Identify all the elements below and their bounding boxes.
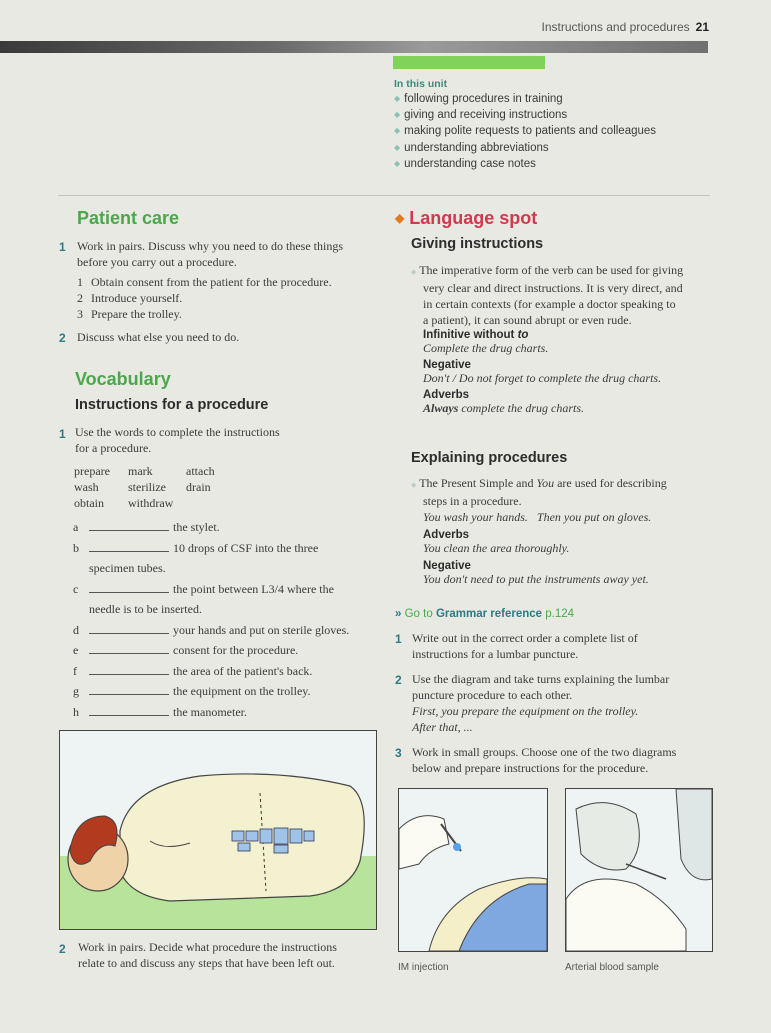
word: prepare — [74, 464, 110, 478]
item-text: the point between L3/4 where the — [173, 581, 334, 596]
item-text: the stylet. — [173, 520, 220, 534]
bullet-icon — [411, 263, 416, 277]
text-line: Use the words to complete the instructions — [75, 425, 280, 439]
text-line: Use the diagram and take turns explaining the lumbar — [412, 672, 670, 686]
word: wash — [74, 480, 99, 494]
item-number: 3 — [77, 307, 83, 321]
text-line: Work in small groups. Choose one of the two diagrams — [412, 745, 677, 759]
patient-care-heading: Patient care — [77, 208, 180, 228]
page-number: 21 — [695, 20, 709, 34]
item-letter: e — [73, 643, 79, 657]
unit-item: ◆ making polite requests to patients and colleagues — [394, 123, 656, 139]
exercise-number: 2 — [59, 942, 66, 956]
explaining-text — [411, 475, 731, 525]
text-line: steps in a procedure. — [423, 494, 522, 508]
vocabulary-subheading: Instructions for a procedure — [75, 397, 269, 413]
text-line: instructions for a lumbar puncture. — [412, 647, 579, 661]
im-injection-figure — [398, 788, 548, 952]
answer-blank[interactable] — [89, 541, 169, 552]
adverb-bold: Always — [423, 401, 459, 415]
text-line: puncture procedure to each other. — [412, 688, 573, 702]
text-line: before you carry out a procedure. — [77, 255, 237, 269]
top-decorative-bar — [0, 41, 708, 53]
word: sterilize — [128, 480, 166, 494]
patient-care-ex2-text: Discuss what else you need to do. — [77, 330, 240, 344]
example: After that, ... — [412, 720, 473, 734]
infinitive-label — [423, 329, 661, 341]
text-line — [411, 475, 731, 493]
label-italic: to — [517, 329, 529, 341]
example: You wash your hands. — [423, 510, 528, 524]
word-row — [73, 495, 215, 511]
item-text: the area of the patient's back. — [173, 663, 313, 678]
language-ex2-text — [412, 671, 669, 735]
word: withdraw — [128, 496, 174, 510]
vocabulary-heading: Vocabulary — [75, 369, 171, 389]
exercise-number: 1 — [59, 427, 66, 441]
label-text: Infinitive without — [423, 329, 515, 341]
adverbs-label: Adverbs — [423, 529, 470, 541]
item-text: the manometer. — [173, 704, 247, 719]
gap-fill-item — [73, 661, 383, 682]
infinitive-block — [423, 329, 661, 416]
goto-link[interactable]: Grammar reference — [435, 608, 543, 620]
text-line: Work in pairs. Decide what procedure the instructions — [78, 940, 337, 954]
item-text: your hands and put on sterile gloves. — [173, 622, 350, 637]
example: Complete the drug charts. — [423, 341, 549, 355]
double-chevron-icon: » — [395, 608, 402, 620]
im-injection-caption: IM injection — [398, 962, 449, 973]
explaining-procedures-heading: Explaining procedures — [411, 450, 568, 466]
text-line: for a procedure. — [75, 441, 152, 455]
text-line: Work in pairs. Discuss why you need to do these things — [77, 239, 344, 253]
exercise-number: 1 — [395, 632, 402, 646]
in-this-unit-list — [394, 91, 656, 172]
item-text: Obtain consent from the patient for the procedure. — [91, 275, 332, 289]
grammar-reference-link[interactable] — [395, 606, 574, 622]
patient-care-ex1-text — [77, 238, 343, 270]
list-item — [77, 306, 332, 322]
bullet-icon — [411, 476, 416, 490]
patient-back-illustration — [60, 731, 376, 929]
im-injection-illustration — [399, 789, 547, 951]
unit-item: ◆ understanding case notes — [394, 156, 656, 172]
exercise-number: 3 — [395, 746, 402, 760]
text-line: very clear and direct instructions. It is very direct, and — [423, 281, 683, 295]
unit-item: ◆ understanding abbreviations — [394, 140, 656, 156]
answer-blank[interactable] — [89, 664, 169, 675]
gap-fill-item — [73, 579, 383, 600]
language-ex1-text — [412, 630, 638, 662]
negative-label: Negative — [423, 560, 471, 572]
example: Then you put on gloves. — [536, 510, 652, 524]
answer-blank[interactable] — [89, 684, 169, 695]
word: drain — [186, 480, 211, 494]
goto-text: Go to — [404, 608, 433, 620]
language-spot-title: Language spot — [409, 208, 538, 228]
exercise-number: 2 — [59, 331, 66, 345]
exercise-number: 2 — [395, 673, 402, 687]
example: First, you prepare the equipment on the trolley. — [412, 704, 639, 718]
lumbar-puncture-figure — [59, 730, 377, 930]
item-letter: f — [73, 663, 77, 678]
running-header — [542, 20, 709, 34]
item-text: the equipment on the trolley. — [173, 684, 311, 698]
word-box — [73, 463, 215, 511]
word-row — [73, 479, 215, 495]
answer-blank[interactable] — [89, 582, 169, 593]
text-line: relate to and discuss any steps that have been left out. — [78, 956, 335, 970]
answer-blank[interactable] — [89, 623, 169, 634]
arterial-blood-figure — [565, 788, 713, 952]
item-letter: g — [73, 684, 79, 698]
gap-fill-item — [73, 681, 383, 702]
item-text: 10 drops of CSF into the three — [173, 540, 319, 555]
arterial-blood-illustration — [566, 789, 712, 951]
text-line — [411, 262, 731, 280]
gap-fill-item — [73, 702, 383, 723]
item-continuation: specimen tubes. — [89, 561, 166, 575]
item-letter: h — [73, 704, 79, 719]
explaining-examples — [423, 529, 649, 587]
text-line: in certain contexts (for example a doctor speaking to — [423, 297, 676, 311]
diamond-icon: ◆ — [395, 211, 405, 225]
gap-fill-item — [73, 538, 383, 559]
in-this-unit-title: In this unit — [394, 78, 448, 90]
word: mark — [128, 464, 153, 478]
unit-item: ◆ giving and receiving instructions — [394, 107, 656, 123]
unit-green-bar — [393, 56, 545, 69]
unit-item: ◆ following procedures in training — [394, 91, 656, 107]
text-line: Write out in the correct order a complete list of — [412, 631, 638, 645]
example — [423, 401, 661, 416]
gap-fill-item — [73, 640, 383, 661]
word: attach — [186, 464, 215, 478]
language-spot-heading — [395, 208, 537, 229]
item-letter: a — [73, 520, 79, 534]
giving-instructions-text — [411, 262, 731, 328]
text-part: are used for describing — [557, 476, 667, 490]
vocabulary-ex1-text — [75, 424, 280, 456]
item-text: Introduce yourself. — [91, 291, 183, 305]
exercise-number: 1 — [59, 240, 66, 254]
example: You don't need to put the instruments away yet. — [423, 572, 649, 586]
text-part: The Present Simple and — [419, 476, 534, 490]
example: Don't / Do not forget to complete the drug charts. — [423, 371, 662, 385]
text-line: a patient), it can sound abrupt or even rude. — [423, 313, 632, 327]
text-line-part: The imperative form of the verb can be used for giving — [419, 263, 684, 277]
item-letter: b — [73, 540, 79, 555]
answer-blank[interactable] — [89, 643, 169, 654]
vocabulary-ex2-text — [78, 939, 337, 971]
gap-fill-item — [73, 517, 383, 538]
item-number: 1 — [77, 275, 83, 289]
running-header-title: Instructions and procedures — [541, 20, 690, 34]
example-line — [411, 509, 731, 525]
giving-instructions-heading: Giving instructions — [411, 236, 544, 252]
goto-page: p.124 — [545, 608, 575, 620]
list-item — [77, 290, 332, 306]
section-divider — [58, 195, 710, 196]
patient-care-list — [77, 274, 332, 322]
item-text: Prepare the trolley. — [91, 307, 182, 321]
adverbs-label: Adverbs — [423, 389, 470, 401]
gap-fill-item — [73, 620, 383, 641]
negative-label: Negative — [423, 359, 471, 371]
example-text: complete the drug charts. — [461, 401, 584, 415]
list-item — [77, 274, 332, 290]
word-row — [73, 463, 215, 479]
item-number: 2 — [77, 291, 83, 305]
item-letter: c — [73, 581, 79, 596]
answer-blank[interactable] — [89, 705, 169, 716]
item-continuation: needle is to be inserted. — [89, 602, 202, 616]
vocabulary-items — [73, 517, 383, 722]
example: You clean the area thoroughly. — [423, 541, 570, 555]
answer-blank[interactable] — [89, 520, 169, 531]
item-letter: d — [73, 622, 79, 637]
text-italic: You — [536, 476, 555, 490]
arterial-blood-caption: Arterial blood sample — [565, 962, 659, 973]
word — [186, 495, 215, 511]
word: obtain — [74, 496, 104, 510]
language-ex3-text — [412, 744, 676, 776]
text-line: below and prepare instructions for the procedure. — [412, 761, 649, 775]
item-text: consent for the procedure. — [173, 643, 299, 657]
